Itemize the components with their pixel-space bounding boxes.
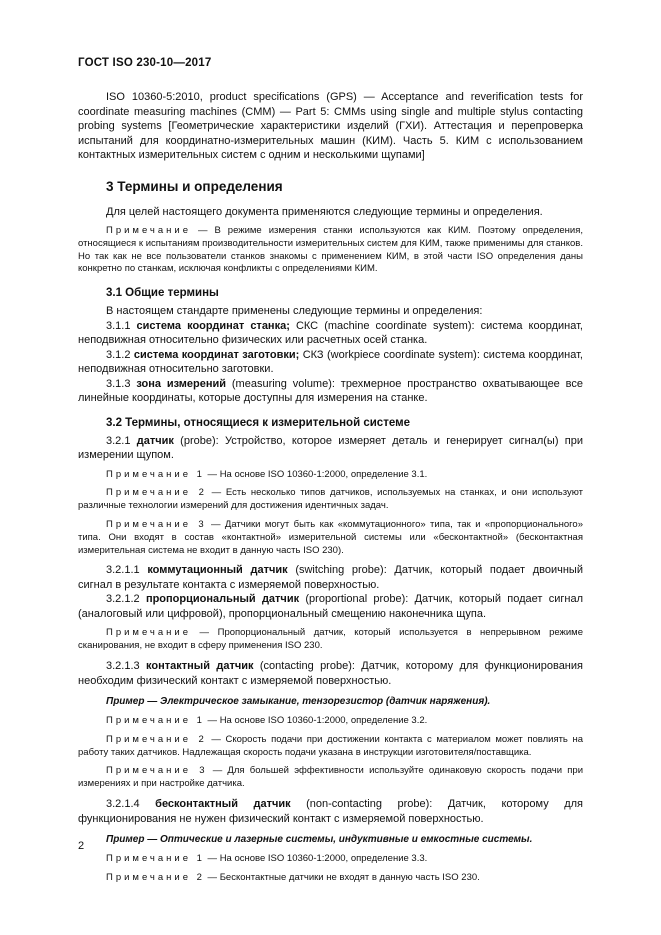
note <box>78 519 583 557</box>
note <box>78 853 583 866</box>
text-run: Примечание 1 <box>106 853 205 865</box>
text-run: (measuring volume): трехмерное пространство охватывающее все линейные координаты, которые доступны для измерения на станке. <box>78 377 583 405</box>
section-heading <box>78 179 583 194</box>
paragraph <box>78 592 583 621</box>
text-run: — Датчики могут быть как «коммутационного» типа, так и «пропорционального» типа. Они входят в состав «контактной» измерительной системы или «бесконтактной» (бесконтактная измерительная система не входит в данную часть ISO 230). <box>78 519 583 556</box>
note <box>78 627 583 653</box>
text-run: 3.2.1.2 <box>106 593 146 606</box>
paragraph <box>78 205 583 220</box>
document-body <box>78 90 583 885</box>
text-run: 3.1.1 <box>106 319 137 332</box>
note <box>78 715 583 728</box>
text-run: 3.2.1.3 <box>106 660 147 673</box>
text-run: 3.1 Общие термины <box>106 287 219 300</box>
text-run: пропорциональный датчик <box>145 593 300 606</box>
text-run: — Скорость подачи при достижении контакта с материалом может повлиять на работу таких датчиков. Надлежащая скорость подачи указана в инструкции изготовителя/поставщика. <box>78 733 583 758</box>
paragraph <box>78 434 583 463</box>
text-run: Примечание 3 <box>106 765 208 777</box>
text-run: — Есть несколько типов датчиков, используемых на станках, и они используют различные технологии измерений для достижения идентичных задач. <box>78 487 583 512</box>
text-run: 3.2.1.4 <box>106 798 156 811</box>
text-run: контактный датчик <box>146 660 254 673</box>
text-run: — На основе ISO 10360-1:2000, определение 3.1. <box>204 468 428 480</box>
text-run: 3.2.1.1 <box>106 564 148 577</box>
text-run: бесконтактный датчик <box>155 798 291 811</box>
text-run: — На основе ISO 10360-1:2000, определение 3.3. <box>204 853 428 865</box>
text-run: СКЗ (workpiece coordinate system): система координат, неподвижная относительно заготовки. <box>78 348 583 376</box>
text-run: Примечание 3 <box>106 519 207 531</box>
text-run: — Пропорциональный датчик, который используется в непрерывном режиме сканирования, не входит в сферу применения ISO 230. <box>78 627 583 652</box>
note <box>78 487 583 513</box>
note <box>78 872 583 885</box>
paragraph <box>78 797 583 826</box>
text-run: В настоящем стандарте применены следующие термины и определения: <box>106 305 483 318</box>
text-run: 3.1.2 <box>106 348 134 361</box>
text-run: система координат заготовки; <box>133 348 300 361</box>
text-run: 3.1.3 <box>106 377 137 390</box>
example <box>78 833 583 846</box>
text-run: (contacting probe): Датчик, которому для функционирования необходим физический контакт с измеряемой поверхностью. <box>78 660 583 687</box>
text-run: — Для большей эффективности используйте одинаковую скорость подачи при измерениях и при настройке датчика. <box>78 765 583 790</box>
text-run: Пример — Электрическое замыкание, тензорезистор (датчик наряжения). <box>106 696 491 708</box>
note <box>78 225 583 276</box>
text-run: Пример — Оптические и лазерные системы, индуктивные и емкостные системы. <box>106 834 533 846</box>
text-run: (non-contacting probe): Датчик, которому для функционирования не нужен физический контакт с измеряемой поверхностью. <box>78 798 584 825</box>
text-run: Примечание <box>106 627 191 639</box>
text-run: СКС (machine coordinate system): система координат, неподвижная относительно физических или расчетных осей станка. <box>78 319 583 347</box>
text-run: 3.2 Термины, относящиеся к измерительной системе <box>106 416 410 429</box>
text-run: Для целей настоящего документа применяются следующие термины и определения. <box>106 205 543 218</box>
text-run: Примечание 1 <box>106 468 205 480</box>
text-run: Примечание 1 <box>106 715 205 727</box>
text-run: 3.2.1 <box>106 434 137 447</box>
text-run: — В режиме измерения станки используются как КИМ. Поэтому определения, относящиеся к испытаниям производительности измерительных систем для КИМ, также применимы для станков. Но так как не все пользователи станков знакомы с применением КИМ, в этой части ISO определения даны конкретно по станкам, исключая конфликты с определениями КИМ. <box>78 225 583 275</box>
text-run: ISO 10360-5:2010, product specifications (GPS) — Acceptance and reverification tests for coordinate measuring machines (CMM) — Part 5: CMMs using single and multiple stylus contacting probing systems [Геометрические характеристики изделий (ГХИ). Аттестация и перепроверка испытаний для координатно-измерительных машин (КИМ). Часть 5. КИМ с использованием контактных измерительных систем с одним и несколькими щупами] <box>78 91 583 161</box>
note <box>78 734 583 760</box>
text-run: Примечание 2 <box>106 733 207 745</box>
text-run: Примечание <box>106 225 191 236</box>
text-run: система координат станка; <box>136 319 290 332</box>
subsection-heading <box>78 417 583 429</box>
text-run: зона измерений <box>136 377 227 390</box>
page-number: 2 <box>78 840 85 852</box>
text-run: датчик <box>136 434 174 447</box>
example <box>78 695 583 708</box>
paragraph <box>78 659 583 688</box>
paragraph <box>78 90 583 163</box>
text-run: (switching probe): Датчик, который подает двоичный сигнал в результате контакта с измеряемой поверхностью. <box>78 564 583 591</box>
text-run: — Бесконтактные датчики не входят в данную часть ISO 230. <box>204 871 480 883</box>
text-run: Примечание 2 <box>106 871 205 883</box>
text-run: 3 Термины и определения <box>106 178 283 194</box>
text-run: (probe): Устройство, которое измеряет деталь и генерирует сигнал(ы) при измерении щупом. <box>78 434 583 462</box>
paragraph <box>78 563 583 592</box>
page-content <box>78 57 583 891</box>
paragraph <box>78 377 583 406</box>
text-run: Примечание 2 <box>106 487 207 499</box>
note <box>78 765 583 791</box>
paragraph <box>78 304 583 319</box>
subsection-heading <box>78 287 583 299</box>
text-run: — На основе ISO 10360-1:2000, определение 3.2. <box>204 715 428 727</box>
note <box>78 469 583 482</box>
document-header: ГОСТ ISO 230-10—2017 <box>78 57 212 69</box>
paragraph <box>78 348 583 377</box>
paragraph <box>78 319 583 348</box>
text-run: (proportional probe): Датчик, который подает сигнал (аналоговый или цифровой), пропорциональный смещению наконечника щупа. <box>78 593 583 620</box>
text-run: коммутационный датчик <box>147 564 288 577</box>
